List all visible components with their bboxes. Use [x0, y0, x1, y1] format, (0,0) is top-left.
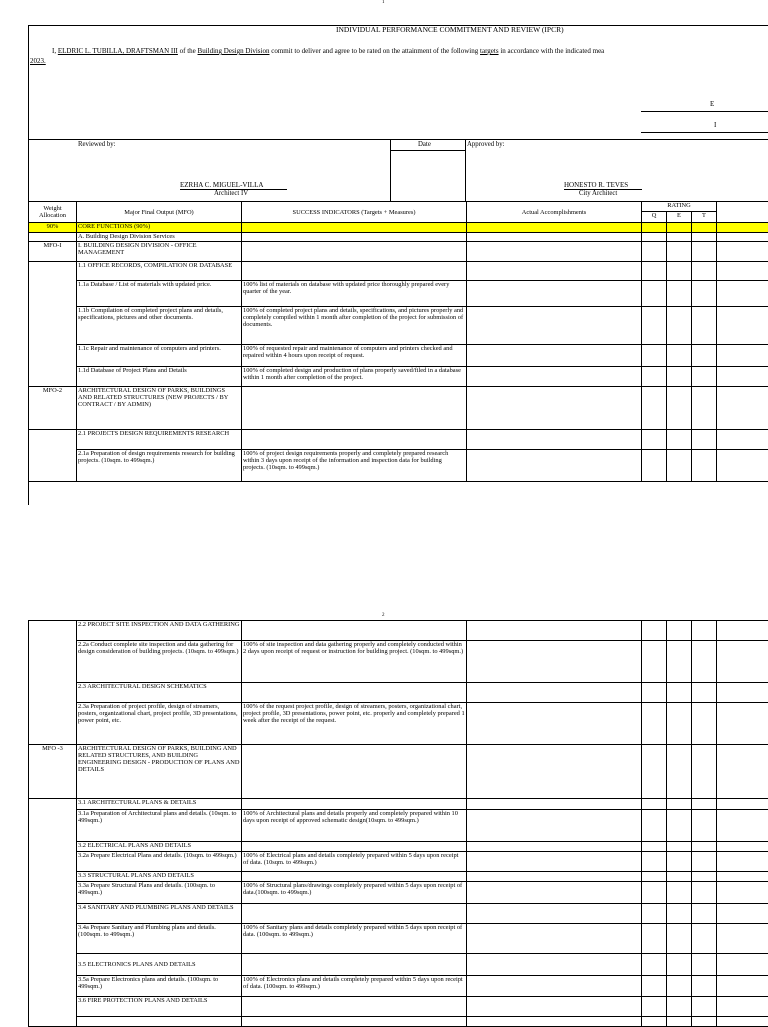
approver-name: HONESTO R. TEVES	[564, 181, 629, 189]
mfo-3-3a-indicator: 100% of Structural plans/drawings completely prepared within 5 days upon receipt of data.(100sqm. to 499sqm.)	[242, 882, 467, 904]
document-page-1	[0, 0, 768, 505]
mfo-1-1a-indicator: 100% list of materials on database with updated price thoroughly prepared every quarter of the year.	[242, 281, 467, 307]
mfo-1-1c-output: 1.1c Repair and maintenance of computers and printers.	[77, 345, 242, 367]
weight-allocation-header: Weight Allocation	[29, 202, 77, 223]
commitment-statement: I, ELDRIC L. TUBILLA, DRAFTSMAN III of the Building Design Division commit to deliver and agree to be rated on the attainment of the following targets in accordance with the indicated mea	[52, 47, 605, 55]
mfo-3-2a-output: 3.2a Prepare Electrical Plans and details. (10sqm. to 499sqm.)	[77, 852, 242, 872]
mfo-2-title: ARCHITECTURAL DESIGN OF PARKS, BUILDINGS AND RELATED STRUCTURES (NEW PROJECTS / BY CONTRACT / BY ADMIN)	[77, 387, 242, 430]
document-title: INDIVIDUAL PERFORMANCE COMMITMENT AND REVIEW (IPCR)	[336, 25, 564, 34]
date-label: Date	[418, 141, 431, 148]
document-page-2	[0, 610, 768, 1024]
mfo-3-6-heading: 3.6 FIRE PROTECTION PLANS AND DETAILS	[77, 997, 242, 1017]
rating-t-header: T	[692, 212, 717, 223]
mfo-2-code: MFO-2	[29, 387, 77, 430]
approved-by-label: Approved by:	[467, 141, 505, 148]
mfo-3-2a-indicator: 100% of Electrical plans and details completely prepared within 5 days upon receipt of data. (10sqm. to 499sqm.)	[242, 852, 467, 872]
section-a-label: A. Building Design Division Services	[77, 233, 242, 242]
mfo-3-1a-output: 3.1a Preparation of Architectural plans and details. (10sqm. to 499sqm.)	[77, 810, 242, 842]
mfo-1-1-heading: 1.1 OFFICE RECORDS, COMPILATION OR DATABASE	[77, 262, 242, 281]
division-name: Building Design Division	[197, 47, 270, 55]
mfo-header: Major Final Output (MFO)	[77, 202, 242, 223]
reviewed-by-label: Reviewed by:	[78, 141, 116, 148]
rating-header: RATING	[642, 202, 717, 212]
mfo-2-2-heading: 2.2 PROJECT SITE INSPECTION AND DATA GATHERING	[77, 621, 242, 641]
mfo-3-5a-indicator: 100% of Electronics plans and details completely prepared within 5 days upon receipt of data. (100sqm. to 499sqm.)	[242, 976, 467, 997]
core-functions-label: CORE FUNCTIONS (90%)	[77, 223, 242, 233]
ratee-signature-initial: E	[710, 100, 715, 108]
mfo-3-4a-indicator: 100% of Sanitary plans and details completely prepared within 5 days upon receipt of data. (100sqm. to 499sqm.)	[242, 924, 467, 954]
mfo-2-2a-indicator: 100% of site inspection and data gathering properly and completely conducted within 2 days upon receipt of request or instruction for building project. (10sqm. to 499sqm.)	[242, 641, 467, 683]
mfo-3-2-heading: 3.2 ELECTRICAL PLANS AND DETAILS	[77, 842, 242, 852]
mfo-1-1d-indicator: 100% of completed design and production of plans properly saved/filed in a database within 1 month after completion of the project.	[242, 367, 467, 387]
mfo-2-1a-output: 2.1a Preparation of design requirements research for building projects. (10sqm. to 499sqm.)	[77, 450, 242, 482]
reviewer-position: Architect IV	[214, 190, 249, 197]
approver-position: City Architect	[579, 190, 618, 197]
mfo-1-1c-indicator: 100% of requested repair and maintenance of computers and printers checked and repaired within 4 hours upon receipt of request.	[242, 345, 467, 367]
mfo-3-3a-output: 3.3a Prepare Structural Plans and details. (100sqm. to 499sqm.)	[77, 882, 242, 904]
mfo-1-1d-output: 1.1d Database of Project Plans and Details	[77, 367, 242, 387]
mfo-3-4-heading: 3.4 SANITARY AND PLUMBING PLANS AND DETAILS	[77, 904, 242, 924]
mfo-2-3a-output: 2.3a Preparation of project profile, design of streamers, posters, organizational chart, project profile, 3D presentations, power point, etc.	[77, 703, 242, 745]
mfo-2-1a-indicator: 100% of project design requirements properly and completely prepared research within 3 days upon receipt of the information and inspection data for building projects. (10sqm. to 499sqm.)	[242, 450, 467, 482]
mfo-2-3-heading: 2.3 ARCHITECTURAL DESIGN SCHEMATICS	[77, 683, 242, 703]
mfo-3-1-heading: 3.1 ARCHITECTURAL PLANS & DETAILS	[77, 799, 242, 810]
rating-q-header: Q	[642, 212, 667, 223]
mfo-3-4a-output: 3.4a Prepare Sanitary and Plumbing plans and details. (100sqm. to 499sqm.)	[77, 924, 242, 954]
mfo-1-1b-output: 1.1b Compilation of completed project plans and details, specifications, pictures and other documents.	[77, 307, 242, 345]
mfo-2-3a-indicator: 100% of the request project profile, design of streamers, posters, organizational chart, project profile, 3D presentations, power point, etc. properly and completely prepared 1 week after the receipt of the request.	[242, 703, 467, 745]
page-number: 2	[382, 613, 385, 618]
reviewer-name: EZRHA C. MIGUEL-VILLA	[180, 181, 264, 189]
success-indicators-header: SUCCESS INDICATORS (Targets + Measures)	[242, 202, 467, 223]
ratee-date-initial: I	[714, 121, 717, 129]
mfo-1-title: I. BUILDING DESIGN DIVISION - OFFICE MANAGEMENT	[77, 242, 242, 262]
mfo-3-5a-output: 3.5a Prepare Electronics plans and details. (100sqm. to 499sqm.)	[77, 976, 242, 997]
ipcr-table-page-2	[28, 620, 768, 1027]
core-weight: 90%	[29, 223, 77, 233]
employee-name: ELDRIC L. TUBILLA, DRAFTSMAN III	[57, 47, 178, 55]
mfo-1-code: MFO-I	[29, 242, 77, 262]
mfo-2-1-heading: 2.1 PROJECTS DESIGN REQUIREMENTS RESEARCH	[77, 430, 242, 450]
actual-accomplishments-header: Actual Accomplishments	[467, 202, 642, 223]
mfo-2-2a-output: 2.2a Conduct complete site inspection and data gathering for design consideration of building projects. (10sqm. to 499sqm.)	[77, 641, 242, 683]
rating-e-header: E	[667, 212, 692, 223]
mfo-3-1a-indicator: 100% of Architectural plans and details properly and completely prepared within 10 days upon receipt of approved schematic design(10sqm. to 499sqm.)	[242, 810, 467, 842]
mfo-3-3-heading: 3.3 STRUCTURAL PLANS AND DETAILS	[77, 872, 242, 882]
mfo-1-1a-output: 1.1a Database / List of materials with updated price.	[77, 281, 242, 307]
mfo-3-title: ARCHITECTURAL DESIGN OF PARKS, BUILDING AND RELATED STRUCTURES, AND BUILDING ENGINEERING DESIGN - PRODUCTION OF PLANS AND DETAILS	[77, 745, 242, 799]
ipcr-table-page-1	[28, 201, 768, 482]
page-number: 1	[382, 0, 385, 5]
mfo-1-1b-indicator: 100% of completed project plans and details, specifications, and pictures properly and completely compiled within 1 month after completion of the project for submission of documents.	[242, 307, 467, 345]
commitment-year: 2023.	[30, 57, 46, 65]
mfo-3-code: MFO -3	[29, 745, 77, 799]
mfo-3-5-heading: 3.5 ELECTRONICS PLANS AND DETAILS	[77, 954, 242, 976]
